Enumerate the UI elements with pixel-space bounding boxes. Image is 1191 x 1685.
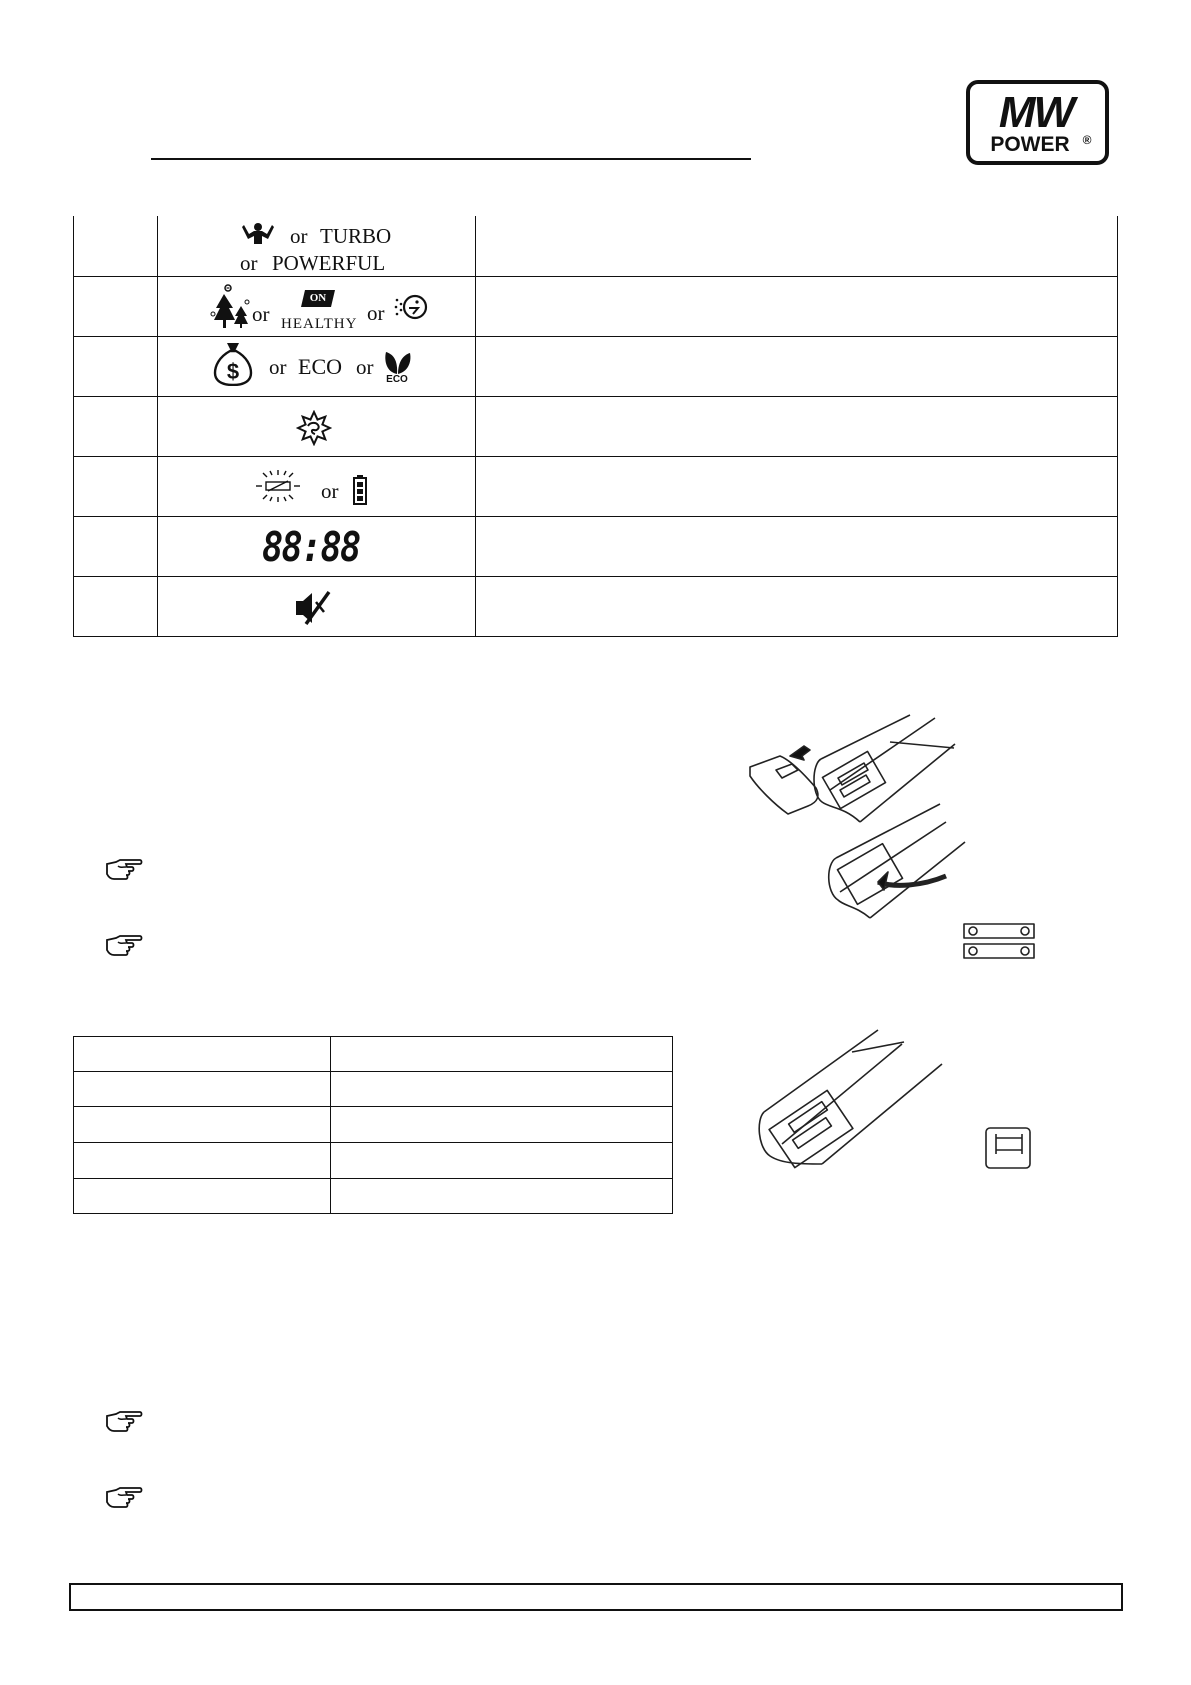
symbol-powerful-label: POWERFUL [272, 251, 386, 275]
symbol-or: or [240, 251, 258, 275]
footer-box [69, 1583, 1123, 1611]
symbol-eco-label: ECO [298, 354, 342, 379]
pointing-hand-icon [104, 1410, 144, 1436]
clean-air-icon [393, 292, 429, 322]
logo-brand: POWER [990, 133, 1070, 156]
pointing-hand-icon [104, 934, 144, 960]
starburst-icon [296, 410, 332, 446]
svg-text:$: $ [226, 359, 240, 384]
symbol-or: or [321, 479, 339, 503]
on-badge-label: ON [309, 292, 327, 304]
logo-registered: ® [1082, 133, 1092, 147]
symbol-turbo-label: TURBO [320, 224, 392, 248]
symbol-or: or [356, 355, 374, 379]
pointing-hand-icon [104, 1486, 144, 1512]
symbol-healthy-label: HEALTHY [281, 316, 358, 332]
mute-icon [294, 590, 332, 626]
battery-icon [353, 475, 367, 505]
clock-digits: 88:88 [262, 523, 360, 571]
symbol-or: or [252, 302, 270, 326]
money-bag-icon [213, 340, 253, 386]
symbol-or: or [269, 355, 287, 379]
symbol-or: or [367, 301, 385, 325]
on-badge [301, 290, 335, 307]
symbol-or: or [290, 224, 308, 248]
header-underline [151, 158, 751, 160]
logo-letters: MW [998, 88, 1074, 137]
mw-power-logo [966, 80, 1109, 165]
strongman-icon [240, 222, 276, 246]
trees-icon [210, 284, 250, 330]
low-battery-flash-icon [255, 469, 301, 503]
pointing-hand-icon [104, 858, 144, 884]
digital-clock-display [262, 522, 362, 572]
remote-battery-insertion-illustration [740, 712, 1050, 972]
eco-leaf-label: ECO [386, 374, 408, 385]
eco-leaf-icon [382, 350, 412, 386]
remote-batteries-installed-illustration [752, 1024, 1052, 1174]
